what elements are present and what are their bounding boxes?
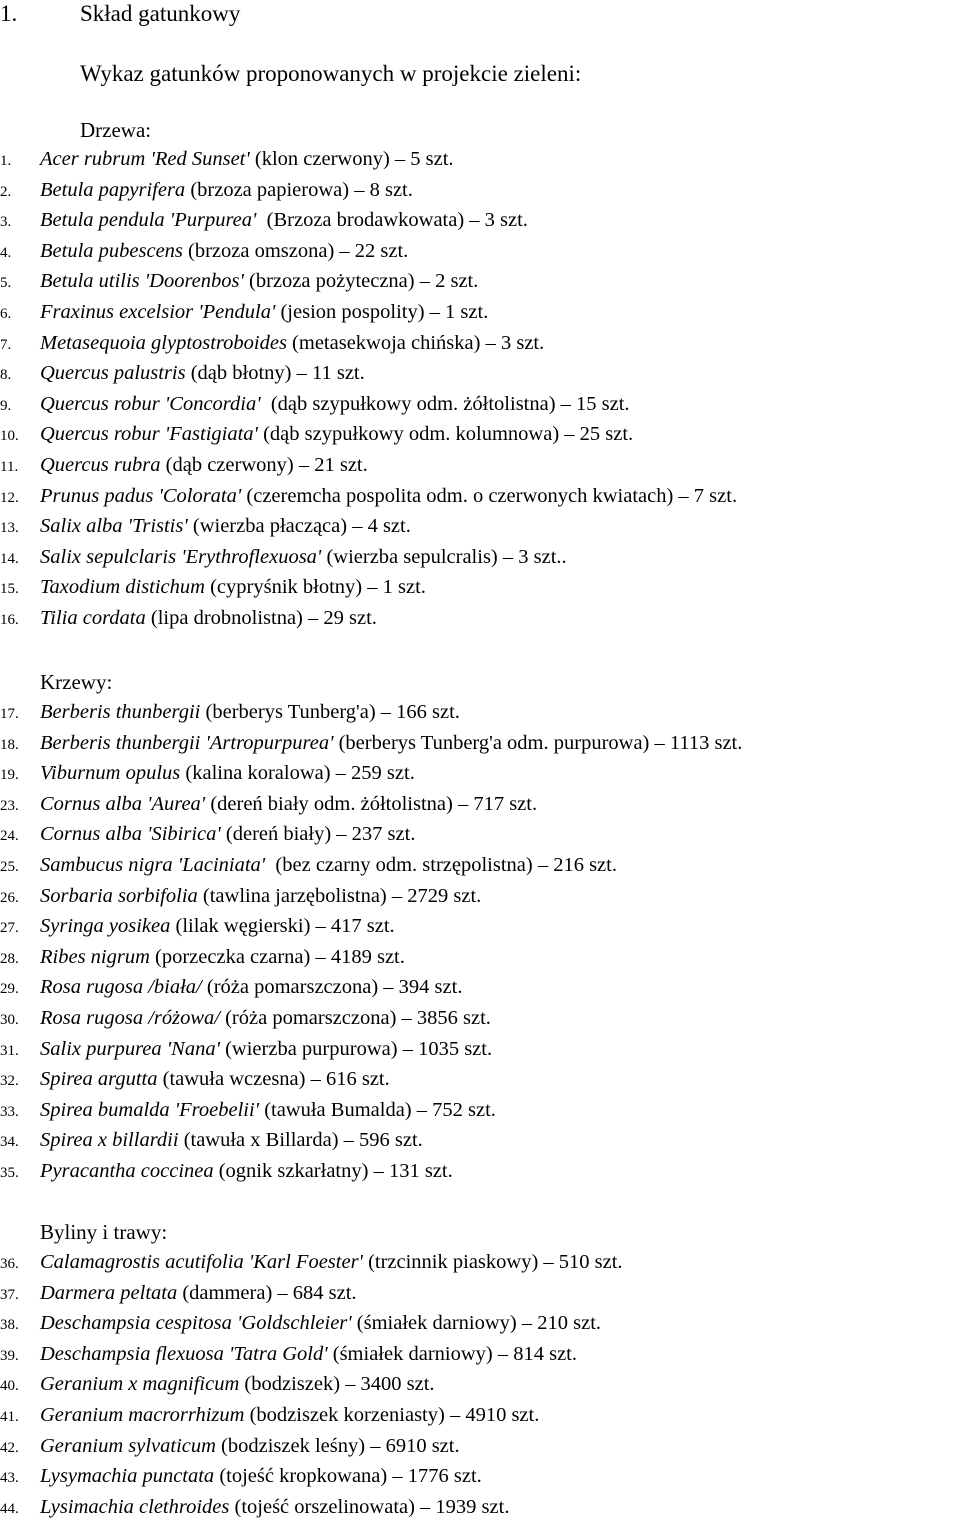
common-name-quantity: (brzoza papierowa) – 8 szt. [185, 178, 413, 201]
latin-name: Calamagrostis acutifolia 'Karl Foester' [40, 1251, 363, 1273]
list-item [0, 1280, 357, 1308]
common-name-quantity: (Brzoza brodawkowata) – 3 szt. [256, 209, 528, 232]
list-item [0, 268, 478, 296]
item-number: 1. [0, 153, 12, 169]
section-title: Krzewy: [40, 670, 113, 694]
item-number: 16. [0, 612, 19, 628]
common-name-quantity: (dereń biały odm. żółtolistna) – 717 szt. [205, 792, 538, 815]
latin-name: Lysymachia punctata [40, 1465, 215, 1488]
latin-name: Quercus palustris [40, 362, 186, 385]
item-number: 14. [0, 550, 19, 567]
common-name-quantity: (śmiałek darniowy) – 814 szt. [327, 1342, 577, 1365]
item-number: 41. [0, 1409, 19, 1425]
item-number: 19. [0, 767, 19, 784]
latin-name: Spirea bumalda 'Froebelii' [40, 1098, 260, 1121]
common-name-quantity: (metasekwoja chińska) – 3 szt. [286, 331, 545, 354]
latin-name: Quercus rubra [40, 454, 161, 476]
common-name-quantity: (ognik szkarłatny) – 131 szt. [213, 1160, 453, 1182]
common-name-quantity: (tawuła Bumalda) – 752 szt. [259, 1098, 496, 1121]
item-number: 4. [0, 244, 12, 261]
item-number: 43. [0, 1470, 19, 1487]
list-item [0, 330, 544, 358]
item-number: 32. [0, 1073, 19, 1090]
latin-name: Cornus alba 'Sibirica' [40, 823, 221, 846]
list-item [0, 791, 537, 819]
list-item [0, 1158, 453, 1186]
list-item [0, 605, 377, 633]
list-item [0, 544, 567, 572]
latin-name: Deschampsia flexuosa 'Tatra Gold' [40, 1342, 328, 1365]
item-number: 25. [0, 859, 19, 875]
latin-name: Betula papyrifera [40, 178, 186, 201]
list-item [0, 513, 411, 541]
list-item [0, 1249, 623, 1277]
common-name-quantity: (trzcinnik piaskowy) – 510 szt. [362, 1251, 623, 1273]
common-name-quantity: (porzeczka czarna) – 4189 szt. [149, 945, 405, 968]
common-name-quantity: (wierzba płacząca) – 4 szt. [187, 515, 411, 538]
heading-number: 1. [0, 1, 18, 26]
list-item [0, 299, 488, 327]
latin-name: Salix purpurea 'Nana' [40, 1037, 220, 1060]
list-item [0, 821, 415, 849]
list-item [0, 1341, 577, 1369]
item-number: 11. [0, 459, 19, 475]
common-name-quantity: (róża pomarszczona) – 394 szt. [201, 976, 463, 999]
item-number: 35. [0, 1165, 19, 1181]
common-name-quantity: (dereń biały) – 237 szt. [220, 823, 416, 846]
item-number: 27. [0, 920, 19, 937]
item-number: 37. [0, 1286, 19, 1303]
latin-name: Geranium x magnificum [40, 1373, 240, 1396]
latin-name: Acer rubrum 'Red Sunset' [40, 148, 250, 170]
common-name-quantity: (dąb czerwony) – 21 szt. [160, 454, 368, 476]
list-item [0, 1066, 390, 1094]
list-item [0, 1036, 492, 1064]
section-title: Drzewa: [80, 118, 152, 142]
item-number: 8. [0, 367, 12, 384]
latin-name: Syringa yosikea [40, 915, 171, 938]
latin-name: Lysimachia clethroides [40, 1495, 230, 1518]
common-name-quantity: (bodziszek leśny) – 6910 szt. [215, 1434, 460, 1457]
common-name-quantity: (brzoza pożyteczna) – 2 szt. [243, 270, 479, 293]
common-name-quantity: (brzoza omszona) – 22 szt. [182, 239, 409, 262]
list-item [0, 391, 630, 419]
list-item [0, 883, 481, 911]
latin-name: Betula pendula 'Purpurea' [40, 209, 257, 232]
latin-name: Pyracantha coccinea [40, 1160, 214, 1182]
list-item [0, 852, 617, 880]
common-name-quantity: (tawuła x Billarda) – 596 szt. [178, 1129, 423, 1152]
latin-name: Prunus padus 'Colorata' [40, 484, 242, 507]
list-item [0, 699, 460, 727]
common-name-quantity: (kalina koralowa) – 259 szt. [180, 762, 415, 785]
item-number: 42. [0, 1439, 19, 1456]
common-name-quantity: (bodziszek) – 3400 szt. [239, 1373, 435, 1396]
item-number: 36. [0, 1256, 19, 1272]
latin-name: Darmera peltata [40, 1281, 178, 1304]
common-name-quantity: (dąb szypułkowy odm. żółtolistna) – 15 szt. [260, 392, 630, 415]
item-number: 13. [0, 520, 19, 537]
common-name-quantity: (tawlina jarzębolistna) – 2729 szt. [197, 884, 482, 907]
common-name-quantity: (dammera) – 684 szt. [177, 1281, 357, 1304]
item-number: 9. [0, 397, 12, 414]
item-number: 24. [0, 828, 19, 845]
heading-title: Skład gatunkowy [80, 1, 241, 26]
list-item [0, 1097, 496, 1125]
latin-name: Berberis thunbergii 'Artropurpurea' [40, 731, 334, 754]
list-item [0, 421, 633, 449]
latin-name: Quercus robur 'Concordia' [40, 392, 261, 415]
latin-name: Ribes nigrum [40, 945, 150, 968]
latin-name: Spirea argutta [40, 1068, 158, 1091]
item-number: 5. [0, 275, 12, 292]
latin-name: Geranium macrorrhizum [40, 1404, 245, 1426]
latin-name: Spirea x billardii [40, 1129, 179, 1152]
item-number: 30. [0, 1012, 19, 1028]
section-heading [0, 0, 240, 28]
item-number: 18. [0, 736, 19, 753]
common-name-quantity: (bez czarny odm. strzępolistna) – 216 szt. [265, 854, 617, 876]
item-number: 10. [0, 428, 19, 445]
latin-name: Sambucus nigra 'Laciniata' [40, 854, 266, 876]
item-number: 29. [0, 981, 19, 998]
item-number: 38. [0, 1317, 19, 1334]
list-item [0, 574, 426, 602]
item-number: 26. [0, 889, 19, 906]
list-item [0, 207, 528, 235]
item-number: 31. [0, 1042, 19, 1059]
list-item [0, 1310, 601, 1338]
item-number: 2. [0, 183, 12, 200]
list-item [0, 360, 365, 388]
common-name-quantity: (jesion pospolity) – 1 szt. [275, 301, 489, 323]
latin-name: Betula utilis 'Doorenbos' [40, 270, 244, 293]
common-name-quantity: (śmiałek darniowy) – 210 szt. [351, 1312, 602, 1335]
common-name-quantity: (lipa drobnolistna) – 29 szt. [145, 607, 377, 629]
list-item [0, 238, 408, 266]
common-name-quantity: (tojeść kropkowana) – 1776 szt. [214, 1465, 482, 1488]
item-number: 34. [0, 1134, 19, 1151]
latin-name: Sorbaria sorbifolia [40, 884, 198, 907]
item-number: 44. [0, 1500, 19, 1517]
item-number: 6. [0, 306, 12, 322]
list-item [0, 1494, 509, 1522]
item-number: 17. [0, 706, 19, 722]
common-name-quantity: (lilak węgierski) – 417 szt. [170, 915, 395, 938]
list-item [0, 730, 742, 758]
latin-name: Metasequoia glyptostroboides [40, 331, 287, 354]
list-item [0, 452, 368, 480]
item-number: 3. [0, 214, 12, 231]
item-number: 12. [0, 489, 19, 506]
latin-name: Berberis thunbergii [40, 701, 201, 723]
common-name-quantity: (tawuła wczesna) – 616 szt. [157, 1068, 390, 1091]
list-item [0, 177, 413, 205]
common-name-quantity: (dąb szypułkowy odm. kolumnowa) – 25 szt. [257, 423, 634, 446]
common-name-quantity: (berberys Tunberg'a) – 166 szt. [200, 701, 460, 723]
latin-name: Tilia cordata [40, 607, 146, 629]
list-item [0, 1005, 491, 1033]
latin-name: Deschampsia cespitosa 'Goldschleier' [40, 1312, 352, 1335]
common-name-quantity: (dąb błotny) – 11 szt. [185, 362, 365, 385]
list-item [0, 1433, 460, 1461]
item-number: 23. [0, 797, 19, 814]
latin-name: Salix sepulclaris 'Erythroflexuosa' [40, 545, 322, 568]
common-name-quantity: (berberys Tunberg'a odm. purpurowa) – 1113 szt. [333, 731, 743, 754]
list-item [0, 1127, 423, 1155]
latin-name: Fraxinus excelsior 'Pendula' [40, 301, 276, 323]
list-item [0, 1402, 539, 1430]
list-item [0, 760, 415, 788]
latin-name: Salix alba 'Tristis' [40, 515, 188, 538]
list-item [0, 146, 454, 174]
latin-name: Geranium sylvaticum [40, 1434, 216, 1457]
latin-name: Rosa rugosa /biała/ [40, 976, 202, 999]
latin-name: Quercus robur 'Fastigiata' [40, 423, 258, 446]
common-name-quantity: (tojeść orszelinowata) – 1939 szt. [229, 1495, 510, 1518]
common-name-quantity: (czeremcha pospolita odm. o czerwonych kwiatach) – 7 szt. [241, 484, 738, 507]
latin-name: Viburnum opulus [40, 762, 181, 785]
item-number: 7. [0, 336, 12, 353]
common-name-quantity: (róża pomarszczona) – 3856 szt. [219, 1007, 491, 1029]
section-title: Byliny i trawy: [40, 1220, 168, 1244]
document-subtitle: Wykaz gatunków proponowanych w projekcie zieleni: [80, 61, 582, 86]
common-name-quantity: (wierzba sepulcralis) – 3 szt.. [321, 545, 567, 568]
item-number: 39. [0, 1347, 19, 1364]
latin-name: Cornus alba 'Aurea' [40, 792, 206, 815]
common-name-quantity: (klon czerwony) – 5 szt. [249, 148, 454, 170]
common-name-quantity: (wierzba purpurowa) – 1035 szt. [219, 1037, 493, 1060]
list-item [0, 913, 395, 941]
latin-name: Taxodium distichum [40, 576, 205, 599]
latin-name: Rosa rugosa /różowa/ [40, 1007, 220, 1029]
item-number: 28. [0, 950, 19, 967]
item-number: 33. [0, 1103, 19, 1120]
list-item [0, 483, 737, 511]
item-number: 15. [0, 581, 19, 598]
item-number: 40. [0, 1378, 19, 1395]
list-item [0, 1371, 435, 1399]
common-name-quantity: (cypryśnik błotny) – 1 szt. [204, 576, 426, 599]
latin-name: Betula pubescens [40, 239, 183, 262]
list-item [0, 1463, 482, 1491]
list-item [0, 974, 462, 1002]
common-name-quantity: (bodziszek korzeniasty) – 4910 szt. [244, 1404, 540, 1426]
list-item [0, 944, 405, 972]
